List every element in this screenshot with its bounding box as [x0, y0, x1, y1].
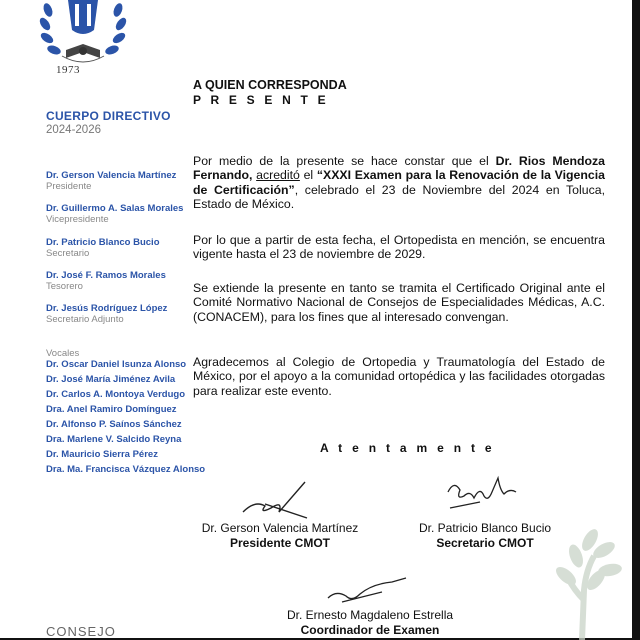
signature-coordinator: [322, 572, 412, 608]
signer-title: Secretario CMOT: [436, 536, 534, 550]
logo-year: 1973: [56, 64, 80, 76]
member-role: Vicepresidente: [46, 214, 109, 225]
tree-watermark-icon: [530, 520, 630, 640]
member-role: Tesorero: [46, 281, 83, 292]
paragraph-4: Agradecemos al Colegio de Ortopedia y Traumatología del Estado de México, por el apoyo a la comunidad ortopédica y las facilidades otorgadas para realizar este evento.: [193, 355, 605, 398]
addressee: A QUIEN CORRESPONDA: [193, 78, 347, 92]
vocal-name: Dra. Marlene V. Salcido Reyna: [46, 434, 182, 445]
member-name: Dr. José F. Ramos Morales: [46, 270, 166, 281]
member-role: Presidente: [46, 181, 92, 192]
vocal-name: Dr. Alfonso P. Saínos Sánchez: [46, 419, 182, 430]
board-title: CUERPO DIRECTIVO: [46, 109, 171, 123]
member-name: Dr. Gerson Valencia Martínez: [46, 170, 177, 181]
vocales-label: Vocales: [46, 348, 80, 359]
exam-title: “XXXI Examen para la Renovación de la Vigencia de Certificación”: [193, 168, 606, 197]
signature-block-coordinator: [270, 608, 470, 637]
board-years: 2024-2026: [46, 124, 101, 136]
member-name: Dr. Patricio Blanco Bucio: [46, 237, 160, 248]
signer-title: Coordinador de Examen: [300, 623, 440, 637]
vocal-name: Dr. José María Jiménez Avila: [46, 374, 176, 385]
vocal-name: Dr. Oscar Daniel Isunza Alonso: [46, 359, 187, 370]
signer-name: Dr. Gerson Valencia Martínez: [201, 521, 359, 535]
signer-name: Dr. Ernesto Magdaleno Estrella: [286, 608, 454, 622]
vocal-name: Dra. Ma. Francisca Vázquez Alonso: [46, 464, 206, 475]
p1-text: el: [299, 168, 317, 183]
footer-consejo: CONSEJO: [46, 624, 116, 639]
page-right-border: [632, 0, 640, 640]
presente: P R E S E N T E: [193, 93, 329, 107]
member-role: Secretario Adjunto: [46, 314, 124, 325]
closing: A t e n t a m e n t e: [320, 441, 495, 455]
signature-secretary: [440, 472, 530, 518]
college-logo: [28, 0, 138, 84]
signature-president: [235, 478, 315, 522]
accredited-word: acreditó: [256, 168, 300, 183]
signature-block-president: [190, 521, 370, 550]
member-role: Secretario: [46, 248, 90, 259]
vocal-name: Dra. Anel Ramiro Domínguez: [46, 404, 177, 415]
p1-text: , celebrado el 23 de Noviembre del 2024 en Toluca, Estado de México.: [193, 182, 605, 212]
board-header: [46, 109, 196, 136]
member-name: Dr. Jesús Rodríguez López: [46, 303, 168, 314]
signer-title: Presidente CMOT: [229, 536, 331, 550]
vocal-name: Dr. Carlos A. Montoya Verdugo: [46, 389, 186, 400]
paragraph-1: [193, 154, 605, 212]
member-name: Dr. Guillermo A. Salas Morales: [46, 203, 184, 214]
vocal-name: Dr. Mauricio Sierra Pérez: [46, 449, 158, 460]
p1-text: Por medio de la presente se hace constar que el: [193, 154, 496, 168]
paragraph-3: Se extiende la presente en tanto se tramita el Certificado Original ante el Comité Normativo Nacional de Consejos de Especialidades Médicas, A.C. (CONACEM), para los fines que al interesado convengan.: [193, 281, 605, 324]
paragraph-2: Por lo que a partir de esta fecha, el Ortopedista en mención, se encuentra vigente hasta el 23 de noviembre de 2029.: [193, 233, 605, 262]
signer-name: Dr. Patricio Blanco Bucio: [418, 521, 552, 535]
recipient-name: Dr. Rios Mendoza Fernando,: [193, 154, 605, 183]
